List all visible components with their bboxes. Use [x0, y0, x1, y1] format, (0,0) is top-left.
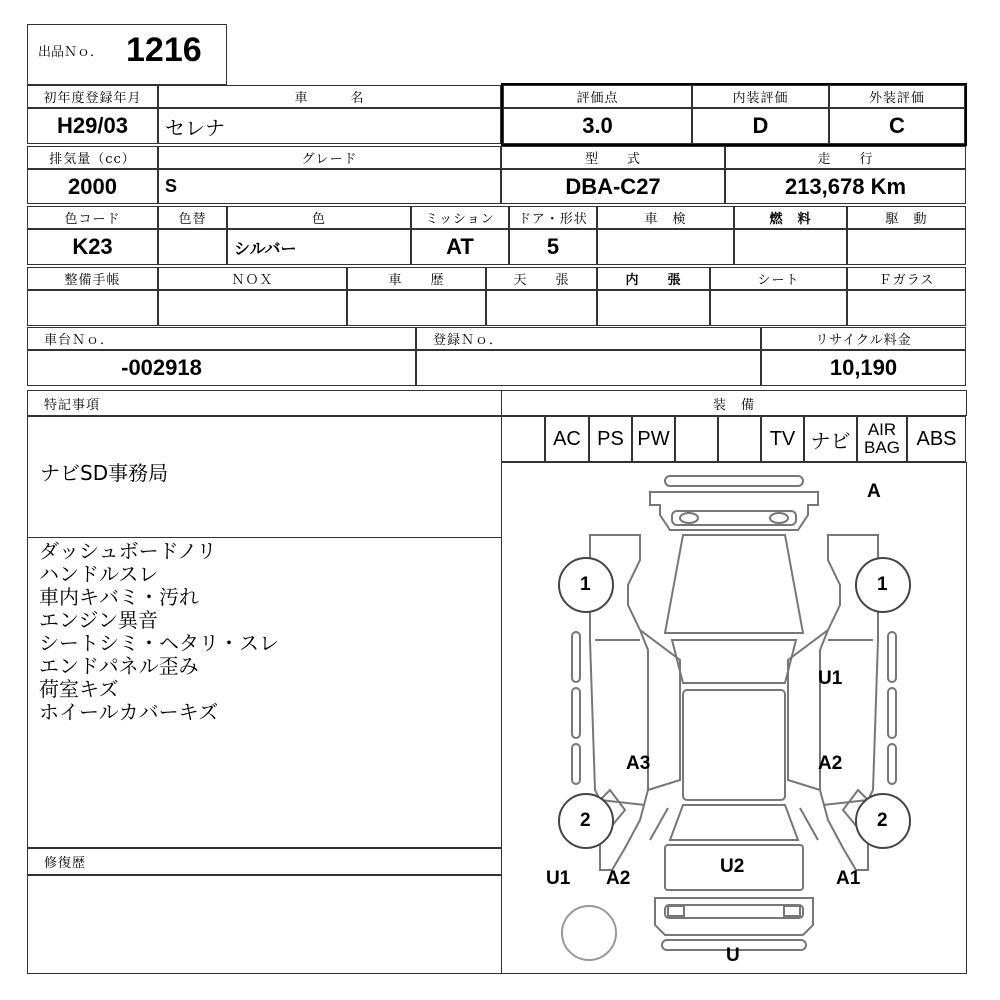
hood-outline [665, 535, 803, 683]
damage-right-rear-corner: A1 [836, 868, 861, 889]
fuel-header: 燃 料 [734, 206, 847, 229]
registration-number-header: 登録Ｎｏ． [416, 327, 761, 350]
chassis-number-value: -002918 [27, 350, 416, 386]
color-change-header: 色替 [158, 206, 227, 229]
equipment-ps: PS [589, 416, 632, 462]
repair-history-box [27, 875, 502, 974]
damage-right-rear-door: A2 [818, 753, 843, 774]
interior-trim-value [597, 290, 710, 326]
equipment-slot-empty [501, 416, 545, 462]
remark-line: 車内キバミ・汚れ [39, 585, 199, 609]
interior-trim-header: 内 張 [597, 267, 710, 290]
damage-left-rear-panel: A2 [606, 868, 631, 889]
roof-outline [683, 690, 785, 800]
model-code-header: 型 式 [501, 146, 725, 169]
damage-tailgate: U2 [720, 856, 745, 877]
spare-tire-outline [562, 906, 616, 960]
fuel-value [734, 229, 847, 265]
door-shape-value: 5 [509, 229, 597, 265]
car-name-value: セレナ [158, 108, 501, 144]
seat-header: シート [710, 267, 847, 290]
special-notes-box [27, 416, 502, 538]
damage-right-rear-wheel: 2 [877, 810, 888, 831]
equipment-slot-empty [718, 416, 761, 462]
damage-right-front-wheel: 1 [877, 574, 888, 595]
equipment-pw: PW [632, 416, 675, 462]
equipment-ac: AC [545, 416, 589, 462]
repair-history-header: 修復歴 [27, 848, 502, 875]
damage-left-rear-door: A3 [626, 753, 651, 774]
exterior-grade-header: 外装評価 [829, 85, 965, 108]
color-header: 色 [227, 206, 411, 229]
door-shape-header: ドア・形状 [509, 206, 597, 229]
front-glass-header: Ｆガラス [847, 267, 966, 290]
registration-date-value: H29/03 [27, 108, 158, 144]
model-code-value: DBA-C27 [501, 169, 725, 204]
drive-header: 駆 動 [847, 206, 966, 229]
headliner-value [486, 290, 597, 326]
drive-value [847, 229, 966, 265]
displacement-value: 2000 [27, 169, 158, 204]
lot-number-label: 出品Ｎｏ． [38, 45, 104, 60]
color-code-value: K23 [27, 229, 158, 265]
maintenance-book-header: 整備手帳 [27, 267, 158, 290]
equipment-navi: ナビ [804, 416, 857, 462]
remark-line: 荷室キズ [39, 677, 119, 701]
equipment-tv: TV [761, 416, 804, 462]
lot-number-value: 1216 [126, 31, 202, 69]
interior-grade-header: 内装評価 [692, 85, 829, 108]
headliner-header: 天 張 [486, 267, 597, 290]
inspection-header: 車 検 [597, 206, 734, 229]
damage-left-rear-wheel: 2 [580, 810, 591, 831]
exterior-grade-value: C [829, 108, 965, 144]
mileage-header: 走 行 [725, 146, 966, 169]
lot-number-box [27, 24, 227, 85]
color-code-header: 色コード [27, 206, 158, 229]
special-notes-text: ナビSD事務局 [40, 461, 169, 485]
equipment-slot-empty [675, 416, 718, 462]
maintenance-book-value [27, 290, 158, 326]
nox-header: ＮＯＸ [158, 267, 347, 290]
rear-window-outline [670, 805, 798, 840]
nox-value [158, 290, 347, 326]
seat-value [710, 290, 847, 326]
mileage-value: 213,678 Km [725, 169, 966, 204]
damage-rear-bumper: U [726, 945, 740, 966]
equipment-airbag: AIR BAG [857, 416, 907, 462]
chassis-number-header: 車台Ｎｏ． [27, 327, 416, 350]
damage-right-front-door: U1 [818, 668, 843, 689]
registration-date-header: 初年度登録年月 [27, 85, 158, 108]
front-bumper-outline [650, 476, 818, 530]
remark-line: シートシミ・ヘタリ・スレ [39, 631, 279, 655]
vehicle-history-value [347, 290, 486, 326]
recycle-fee-header: リサイクル料金 [761, 327, 966, 350]
vehicle-history-header: 車 歴 [347, 267, 486, 290]
remark-line: ホイールカバーキズ [39, 700, 219, 724]
color-value: シルバー [227, 229, 411, 265]
special-notes-header: 特記事項 [27, 390, 502, 416]
interior-grade-value: D [692, 108, 829, 144]
equipment-header: 装 備 [501, 390, 967, 416]
damage-front: A [867, 481, 881, 502]
car-diagram [501, 462, 967, 974]
registration-number-value [416, 350, 761, 386]
grade-value: S [158, 169, 501, 204]
remark-line: エンジン異音 [39, 608, 158, 632]
grade-header: グレード [158, 146, 501, 169]
remark-line: ダッシュボードノリ [39, 539, 217, 563]
score-header: 評価点 [503, 85, 692, 108]
recycle-fee-value: 10,190 [761, 350, 966, 386]
car-name-header: 車 名 [158, 85, 501, 108]
transmission-value: AT [411, 229, 509, 265]
equipment-abs: ABS [907, 416, 966, 462]
damage-left-rear-corner: U1 [546, 868, 571, 889]
damage-left-front-wheel: 1 [580, 574, 591, 595]
remarks-box [27, 537, 502, 848]
color-change-value [158, 229, 227, 265]
inspection-value [597, 229, 734, 265]
score-value: 3.0 [503, 108, 692, 144]
remark-line: ハンドルスレ [39, 562, 159, 586]
displacement-header: 排気量（cc） [27, 146, 158, 169]
rear-bumper-outline [655, 898, 813, 950]
remark-line: エンドパネル歪み [39, 654, 199, 678]
transmission-header: ミッション [411, 206, 509, 229]
front-glass-value [847, 290, 966, 326]
